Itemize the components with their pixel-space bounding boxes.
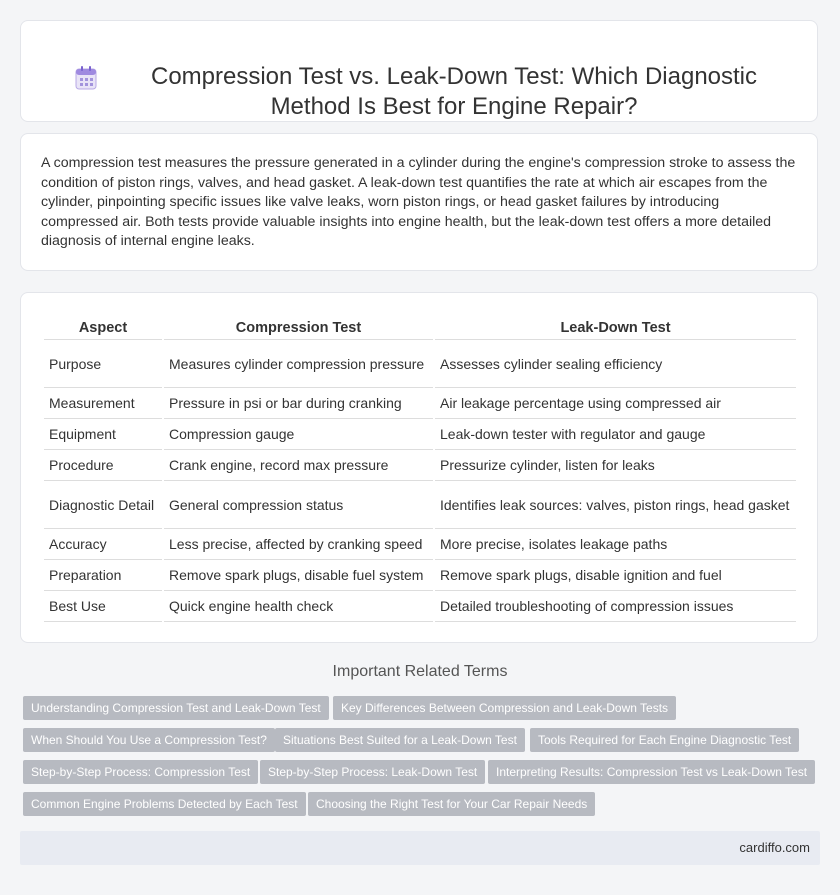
row-compression: General compression status [164,481,433,529]
row-compression: Quick engine health check [164,591,433,622]
related-tag[interactable]: Tools Required for Each Engine Diagnostic Test [530,728,799,752]
related-tag[interactable]: Step-by-Step Process: Leak-Down Test [260,760,485,784]
row-aspect: Best Use [44,591,162,622]
row-compression: Measures cylinder compression pressure [164,340,433,388]
related-tag[interactable]: Choosing the Right Test for Your Car Repair Needs [308,792,595,816]
row-compression: Pressure in psi or bar during cranking [164,388,433,419]
related-tag[interactable]: When Should You Use a Compression Test? [23,728,275,752]
related-tag[interactable]: Common Engine Problems Detected by Each Test [23,792,306,816]
row-leak-down: Leak-down tester with regulator and gauge [435,419,796,450]
footer [20,831,820,865]
row-aspect: Accuracy [44,529,162,560]
row-compression: Crank engine, record max pressure [164,450,433,481]
row-leak-down: Air leakage percentage using compressed air [435,388,796,419]
row-leak-down: Detailed troubleshooting of compression issues [435,591,796,622]
table-row [44,591,796,622]
row-aspect: Diagnostic Detail [44,481,162,529]
table-row [44,419,796,450]
row-aspect: Measurement [44,388,162,419]
row-leak-down: Pressurize cylinder, listen for leaks [435,450,796,481]
row-aspect: Equipment [44,419,162,450]
related-tag[interactable]: Interpreting Results: Compression Test vs Leak-Down Test [488,760,815,784]
related-tag[interactable]: Step-by-Step Process: Compression Test [23,760,258,784]
row-leak-down: Assesses cylinder sealing efficiency [435,340,796,388]
related-tag[interactable]: Understanding Compression Test and Leak-Down Test [23,696,329,720]
header-aspect: Aspect [44,315,162,340]
page-title: Compression Test vs. Leak-Down Test: Which Diagnostic Method Is Best for Engine Repair? [150,63,758,120]
row-compression: Compression gauge [164,419,433,450]
table-header-row [44,315,796,340]
calendar-icon [75,66,97,90]
footer-site-link[interactable]: cardiffo.com [739,840,810,855]
table-row [44,529,796,560]
related-tag[interactable]: Situations Best Suited for a Leak-Down Test [275,728,525,752]
row-compression: Less precise, affected by cranking speed [164,529,433,560]
title-card [20,20,818,122]
row-aspect: Preparation [44,560,162,591]
table-row [44,340,796,388]
related-tag[interactable]: Key Differences Between Compression and Leak-Down Tests [333,696,676,720]
intro-paragraph: A compression test measures the pressure generated in a cylinder during the engine's compression stroke to assess the condition of piston rings, valves, and head gasket. A leak-down test quantifies the rate at which air escapes from the cylinder, pinpointing specific issues like valve leaks, worn piston rings, or head gasket failures by introducing compressed air. Both tests provide valuable insights into engine health, but the leak-down test offers a more detailed diagnosis of internal engine leaks. [41,155,796,250]
row-compression: Remove spark plugs, disable fuel system [164,560,433,591]
row-leak-down: More precise, isolates leakage paths [435,529,796,560]
row-aspect: Purpose [44,340,162,388]
comparison-table-card [20,292,818,643]
related-terms-heading: Important Related Terms [332,663,508,680]
row-leak-down: Remove spark plugs, disable ignition and fuel [435,560,796,591]
header-leak-down-test: Leak-Down Test [435,315,796,340]
comparison-table [42,315,798,622]
table-row [44,450,796,481]
header-compression-test: Compression Test [164,315,433,340]
row-leak-down: Identifies leak sources: valves, piston rings, head gasket [435,481,796,529]
table-row [44,560,796,591]
table-row [44,481,796,529]
row-aspect: Procedure [44,450,162,481]
table-row [44,388,796,419]
intro-card [20,133,818,271]
